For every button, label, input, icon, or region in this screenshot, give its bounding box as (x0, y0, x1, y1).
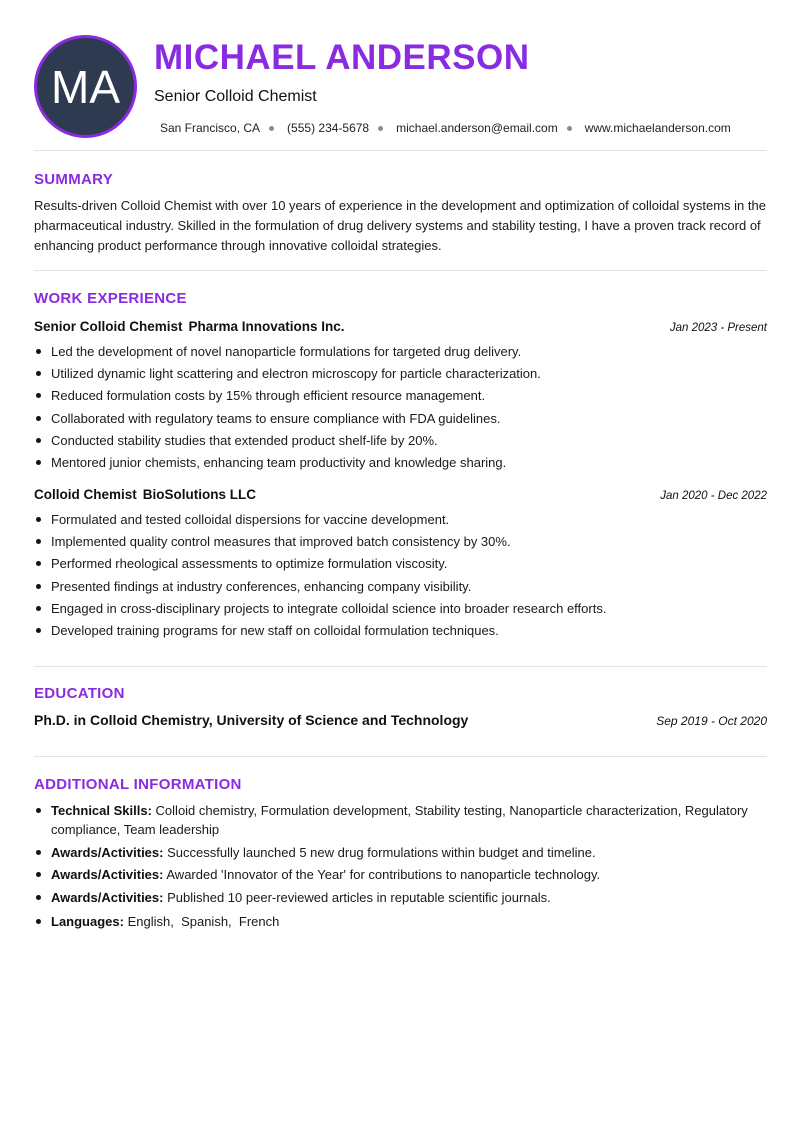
resume-header (0, 0, 800, 150)
summary-text: Results-driven Colloid Chemist with over 10 years of experience in the development and optimization of colloidal systems in the pharmaceutical industry. Skilled in the formulation of drug delivery systems and stability testing, I have a proven track record of enhancing product performance through innovative colloidal strategies. (34, 198, 766, 253)
job-role-company (34, 318, 345, 336)
education-entry (34, 712, 767, 728)
job-role: Senior Colloid Chemist (34, 319, 183, 334)
contact-separator-dot (567, 126, 572, 131)
section-divider (34, 270, 767, 271)
contact-email[interactable]: michael.anderson@email.com (396, 121, 558, 135)
job-dates: Jan 2020 - Dec 2022 (660, 490, 767, 502)
summary-heading: SUMMARY (34, 171, 114, 188)
additional-item-text: Colloid chemistry, Formulation development, Stability testing, Nanoparticle characterization, Regulatory compliance, Team leadership (51, 803, 748, 837)
education-degree: Ph.D. in Colloid Chemistry, University of Science and Technology (34, 712, 469, 728)
additional-item (34, 912, 769, 931)
additional-info-list (34, 801, 769, 934)
additional-item-text: English, Spanish, French (127, 913, 280, 929)
additional-item-text: Awarded 'Innovator of the Year' for contributions to nanoparticle technology. (166, 867, 601, 882)
additional-item-label: Languages: (51, 913, 124, 929)
job-bullet: Reduced formulation costs by 15% through efficient resource management. (34, 386, 769, 408)
job-bullet: Formulated and tested colloidal dispersions for vaccine development. (34, 510, 769, 532)
contact-separator-dot (378, 126, 383, 131)
job-bullet: Utilized dynamic light scattering and electron microscopy for particle characterization. (34, 364, 769, 386)
additional-item-label: Technical Skills: (51, 803, 152, 818)
contact-phone: (555) 234-5678 (287, 121, 370, 135)
contact-line (160, 121, 731, 135)
job-bullet: Conducted stability studies that extended product shelf-life by 20%. (34, 431, 769, 453)
additional-heading: ADDITIONAL INFORMATION (34, 776, 242, 793)
job-company: BioSolutions LLC (142, 487, 256, 502)
job-role-company (34, 486, 256, 504)
contact-website[interactable]: www.michaelanderson.com (584, 121, 731, 135)
contact-separator-dot (269, 126, 274, 131)
additional-item-label: Awards/Activities: (51, 867, 164, 882)
job-bullet: Presented findings at industry conferences, enhancing company visibility. (34, 577, 769, 599)
section-divider (34, 756, 767, 757)
job-bullet: Mentored junior chemists, enhancing team productivity and knowledge sharing. (34, 453, 769, 475)
job-dates: Jan 2023 - Present (669, 322, 767, 334)
contact-location: San Francisco, CA (160, 121, 261, 135)
job-header (34, 486, 767, 504)
job-bullet: Engaged in cross-disciplinary projects to integrate colloidal science into broader research efforts. (34, 599, 769, 621)
job-bullet: Developed training programs for new staff on colloidal formulation techniques. (34, 621, 769, 643)
experience-heading: WORK EXPERIENCE (34, 290, 187, 307)
additional-item-text: Successfully launched 5 new drug formulations within budget and timeline. (167, 844, 596, 860)
additional-item (34, 865, 769, 884)
section-divider (34, 666, 767, 667)
additional-item (34, 801, 769, 839)
job-bullet: Performed rheological assessments to optimize formulation viscosity. (34, 554, 769, 576)
additional-item-label: Awards/Activities: (51, 844, 164, 860)
avatar-initials: MA (51, 60, 120, 113)
education-heading: EDUCATION (34, 685, 125, 702)
job-bullet: Collaborated with regulatory teams to ensure compliance with FDA guidelines. (34, 409, 769, 431)
candidate-title: Senior Colloid Chemist (154, 88, 317, 105)
job-company: Pharma Innovations Inc. (188, 319, 345, 334)
education-dates: Sep 2019 - Oct 2020 (656, 714, 767, 728)
additional-item (34, 843, 769, 862)
job-bullet-list (34, 342, 769, 475)
job-role: Colloid Chemist (34, 487, 137, 502)
job-bullet: Implemented quality control measures that improved batch consistency by 30%. (34, 532, 769, 554)
additional-item-text: Published 10 peer-reviewed articles in reputable scientific journals. (167, 889, 551, 905)
job-header (34, 318, 767, 336)
additional-item (34, 888, 769, 907)
candidate-name: MICHAEL ANDERSON (154, 38, 530, 77)
section-divider (34, 150, 767, 151)
job-bullet-list (34, 510, 769, 643)
additional-item-label: Awards/Activities: (51, 889, 164, 905)
avatar (34, 35, 137, 138)
job-bullet: Led the development of novel nanoparticle formulations for targeted drug delivery. (34, 342, 769, 364)
